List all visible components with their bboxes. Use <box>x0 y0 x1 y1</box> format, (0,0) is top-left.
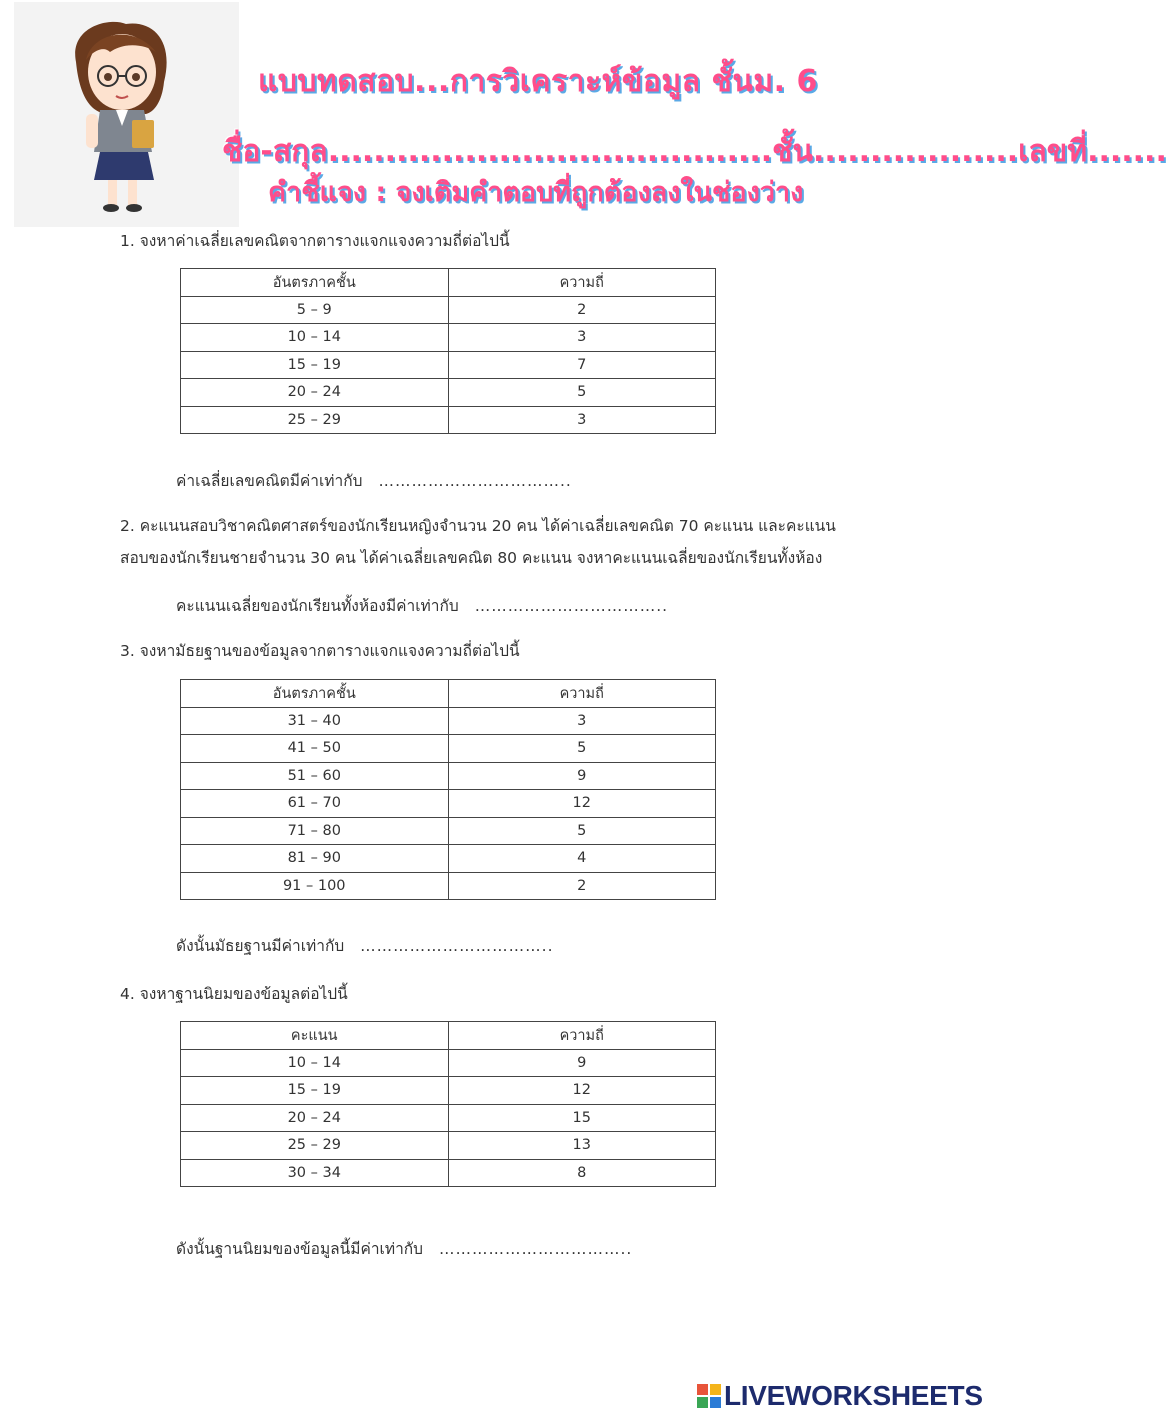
frequency-cell: 3 <box>448 707 716 735</box>
question-2-line-1: 2. คะแนนสอบวิชาคณิตศาสตร์ของนักเรียนหญิงจำนวน 20 คน ได้ค่าเฉลี่ยเลขคณิต 70 คะแนน และคะแนน <box>120 517 836 535</box>
class-interval-cell: 71 – 80 <box>181 817 449 845</box>
class-interval-cell: 61 – 70 <box>181 790 449 818</box>
name-class-number-line: ชื่อ-สกุล.......................................ชั้น..................เลขที่....... <box>222 134 1167 169</box>
table-row <box>181 1159 716 1187</box>
answer-label: ดังนั้นมัธยฐานมีค่าเท่ากับ <box>176 937 345 955</box>
frequency-cell: 3 <box>448 406 716 434</box>
frequency-cell: 13 <box>448 1132 716 1160</box>
score-range-cell: 30 – 34 <box>181 1159 449 1187</box>
frequency-cell: 15 <box>448 1104 716 1132</box>
q2-answer-line <box>176 593 668 618</box>
frequency-cell: 5 <box>448 817 716 845</box>
liveworksheets-logo-icon <box>697 1383 721 1415</box>
table-header-cell: ความถี่ <box>448 1022 716 1050</box>
frequency-cell: 12 <box>448 790 716 818</box>
frequency-cell: 9 <box>448 762 716 790</box>
frequency-cell: 3 <box>448 324 716 352</box>
table-header-cell: ความถี่ <box>448 269 716 297</box>
frequency-cell: 8 <box>448 1159 716 1187</box>
score-range-cell: 10 – 14 <box>181 1049 449 1077</box>
table-row <box>181 817 716 845</box>
table-row <box>181 379 716 407</box>
class-interval-cell: 81 – 90 <box>181 845 449 873</box>
frequency-cell: 5 <box>448 735 716 763</box>
class-interval-cell: 20 – 24 <box>181 379 449 407</box>
q3-frequency-table <box>180 679 716 900</box>
class-interval-cell: 31 – 40 <box>181 707 449 735</box>
class-interval-cell: 5 – 9 <box>181 296 449 324</box>
class-interval-cell: 91 – 100 <box>181 872 449 900</box>
liveworksheets-logo[interactable] <box>697 1380 983 1415</box>
table-row <box>181 1132 716 1160</box>
class-interval-cell: 25 – 29 <box>181 406 449 434</box>
q3-answer-line <box>176 933 554 958</box>
table-row <box>181 324 716 352</box>
class-interval-cell: 51 – 60 <box>181 762 449 790</box>
frequency-cell: 2 <box>448 296 716 324</box>
worksheet-title: แบบทดสอบ...การวิเคราะห์ข้อมูล ชั้นม. 6 <box>258 64 818 99</box>
q1-answer-line <box>176 468 572 493</box>
table-row <box>181 872 716 900</box>
question-4: 4. จงหาฐานนิยมของข้อมูลต่อไปนี้ <box>120 985 348 1003</box>
table-row <box>181 845 716 873</box>
table-row <box>181 707 716 735</box>
answer-label: ดังนั้นฐานนิยมของข้อมูลนี้มีค่าเท่ากับ <box>176 1240 423 1258</box>
table-row <box>181 762 716 790</box>
question-3: 3. จงหามัธยฐานของข้อมูลจากตารางแจกแจงความถี่ต่อไปนี้ <box>120 642 520 660</box>
teacher-avatar-icon <box>14 2 239 227</box>
answer-blank-input[interactable]: …………………………….. <box>439 1240 633 1258</box>
q4-frequency-table <box>180 1021 716 1187</box>
table-row <box>181 406 716 434</box>
table-header-row <box>181 1022 716 1050</box>
table-header-row <box>181 680 716 708</box>
answer-blank-input[interactable]: …………………………….. <box>474 597 669 615</box>
score-range-cell: 20 – 24 <box>181 1104 449 1132</box>
instruction-line: คำชี้แจง : จงเติมคำตอบที่ถูกต้องลงในช่องว่าง <box>268 177 804 208</box>
frequency-cell: 7 <box>448 351 716 379</box>
frequency-cell: 5 <box>448 379 716 407</box>
frequency-cell: 4 <box>448 845 716 873</box>
table-header-cell: ความถี่ <box>448 680 716 708</box>
table-row <box>181 296 716 324</box>
table-row <box>181 790 716 818</box>
q4-answer-line <box>176 1236 632 1261</box>
question-1: 1. จงหาค่าเฉลี่ยเลขคณิตจากตารางแจกแจงความถี่ต่อไปนี้ <box>120 232 510 250</box>
answer-label: คะแนนเฉลี่ยของนักเรียนทั้งห้องมีค่าเท่ากับ <box>176 597 459 615</box>
score-range-cell: 25 – 29 <box>181 1132 449 1160</box>
answer-blank-input[interactable]: …………………………….. <box>378 472 572 490</box>
table-header-cell: อันตรภาคชั้น <box>181 269 449 297</box>
table-header-cell: คะแนน <box>181 1022 449 1050</box>
frequency-cell: 9 <box>448 1049 716 1077</box>
question-2-line-2: สอบของนักเรียนชายจำนวน 30 คน ได้ค่าเฉลี่ยเลขคณิต 80 คะแนน จงหาคะแนนเฉลี่ยของนักเรียนทั้งห้อง <box>120 549 823 567</box>
answer-label: ค่าเฉลี่ยเลขคณิตมีค่าเท่ากับ <box>176 472 363 490</box>
table-header-cell: อันตรภาคชั้น <box>181 680 449 708</box>
score-range-cell: 15 – 19 <box>181 1077 449 1105</box>
table-row <box>181 1104 716 1132</box>
class-interval-cell: 15 – 19 <box>181 351 449 379</box>
class-interval-cell: 10 – 14 <box>181 324 449 352</box>
frequency-cell: 2 <box>448 872 716 900</box>
brand-name: LIVEWORKSHEETS <box>724 1380 983 1411</box>
answer-blank-input[interactable]: …………………………….. <box>360 937 554 955</box>
table-header-row <box>181 269 716 297</box>
frequency-cell: 12 <box>448 1077 716 1105</box>
table-row <box>181 351 716 379</box>
table-row <box>181 735 716 763</box>
table-row <box>181 1077 716 1105</box>
class-interval-cell: 41 – 50 <box>181 735 449 763</box>
table-row <box>181 1049 716 1077</box>
q1-frequency-table <box>180 268 716 434</box>
